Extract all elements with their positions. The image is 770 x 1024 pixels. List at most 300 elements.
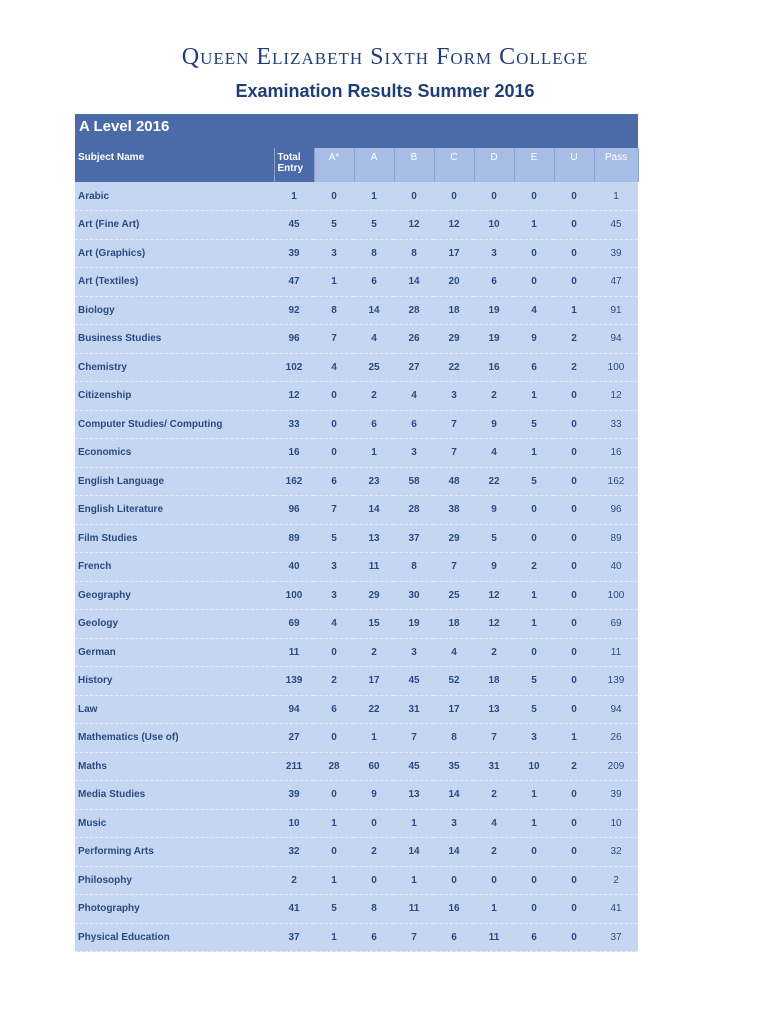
grade-count-cell: 0 [514, 182, 554, 211]
results-table [75, 114, 638, 952]
grade-count-cell: 22 [434, 353, 474, 382]
grade-count-cell: 0 [554, 496, 594, 525]
grade-count-cell: 211 [274, 752, 314, 781]
grade-count-cell: 37 [594, 923, 638, 952]
grade-count-cell: 69 [274, 610, 314, 639]
subject-name-cell: Business Studies [75, 325, 274, 354]
grade-count-cell: 45 [394, 752, 434, 781]
grade-count-cell: 10 [514, 752, 554, 781]
grade-count-cell: 1 [514, 439, 554, 468]
grade-count-cell: 96 [274, 325, 314, 354]
grade-count-cell: 1 [314, 268, 354, 297]
table-row [75, 182, 638, 211]
grade-count-cell: 58 [394, 467, 434, 496]
grade-count-cell: 17 [434, 695, 474, 724]
grade-count-cell: 7 [434, 553, 474, 582]
grade-count-cell: 2 [474, 838, 514, 867]
grade-count-cell: 2 [514, 553, 554, 582]
grade-count-cell: 0 [554, 239, 594, 268]
subject-name-cell: History [75, 667, 274, 696]
grade-count-cell: 6 [434, 923, 474, 952]
subject-name-cell: Arabic [75, 182, 274, 211]
grade-count-cell: 1 [354, 724, 394, 753]
grade-count-cell: 3 [514, 724, 554, 753]
grade-count-cell: 5 [514, 467, 554, 496]
grade-count-cell: 16 [274, 439, 314, 468]
grade-count-cell: 0 [434, 182, 474, 211]
grade-count-cell: 9 [474, 553, 514, 582]
grade-count-cell: 16 [474, 353, 514, 382]
table-row [75, 695, 638, 724]
grade-count-cell: 17 [354, 667, 394, 696]
grade-count-cell: 4 [354, 325, 394, 354]
grade-count-cell: 1 [314, 866, 354, 895]
grade-count-cell: 2 [354, 838, 394, 867]
grade-count-cell: 3 [434, 382, 474, 411]
grade-count-cell: 162 [274, 467, 314, 496]
section-title: A Level 2016 [75, 114, 638, 148]
grade-count-cell: 0 [474, 866, 514, 895]
table-row [75, 638, 638, 667]
grade-count-cell: 6 [394, 410, 434, 439]
grade-count-cell: 0 [434, 866, 474, 895]
grade-count-cell: 14 [434, 838, 474, 867]
grade-count-cell: 0 [554, 923, 594, 952]
grade-count-cell: 28 [394, 296, 434, 325]
grade-count-cell: 0 [554, 809, 594, 838]
subject-name-cell: Mathematics (Use of) [75, 724, 274, 753]
grade-count-cell: 13 [474, 695, 514, 724]
grade-count-cell: 29 [434, 325, 474, 354]
grade-count-cell: 29 [354, 581, 394, 610]
grade-count-cell: 7 [394, 724, 434, 753]
grade-count-cell: 37 [394, 524, 434, 553]
subject-name-cell: Law [75, 695, 274, 724]
grade-count-cell: 1 [554, 296, 594, 325]
grade-count-cell: 10 [594, 809, 638, 838]
grade-count-cell: 0 [514, 895, 554, 924]
grade-count-cell: 5 [314, 524, 354, 553]
subject-name-cell: English Literature [75, 496, 274, 525]
grade-count-cell: 5 [354, 211, 394, 240]
grade-count-cell: 20 [434, 268, 474, 297]
grade-count-cell: 22 [474, 467, 514, 496]
subject-name-cell: Art (Fine Art) [75, 211, 274, 240]
grade-count-cell: 0 [554, 182, 594, 211]
grade-count-cell: 12 [434, 211, 474, 240]
table-row [75, 496, 638, 525]
grade-count-cell: 52 [434, 667, 474, 696]
grade-count-cell: 94 [594, 695, 638, 724]
grade-count-cell: 16 [434, 895, 474, 924]
grade-count-cell: 12 [274, 382, 314, 411]
grade-count-cell: 41 [594, 895, 638, 924]
grade-count-cell: 69 [594, 610, 638, 639]
grade-count-cell: 1 [594, 182, 638, 211]
grade-count-cell: 15 [354, 610, 394, 639]
grade-count-cell: 0 [514, 496, 554, 525]
table-row [75, 667, 638, 696]
grade-count-cell: 6 [314, 467, 354, 496]
grade-count-cell: 19 [474, 325, 514, 354]
grade-count-cell: 4 [314, 610, 354, 639]
grade-count-cell: 0 [314, 382, 354, 411]
grade-count-cell: 5 [474, 524, 514, 553]
table-row [75, 923, 638, 952]
grade-count-cell: 19 [474, 296, 514, 325]
grade-count-cell: 5 [514, 410, 554, 439]
grade-count-cell: 3 [314, 553, 354, 582]
grade-count-cell: 96 [594, 496, 638, 525]
grade-count-cell: 0 [314, 410, 354, 439]
table-row [75, 524, 638, 553]
grade-count-cell: 2 [474, 781, 514, 810]
column-header-pass: Pass [594, 148, 638, 182]
grade-count-cell: 12 [474, 610, 514, 639]
grade-count-cell: 32 [594, 838, 638, 867]
grade-count-cell: 13 [394, 781, 434, 810]
grade-count-cell: 14 [354, 296, 394, 325]
grade-count-cell: 3 [314, 581, 354, 610]
grade-count-cell: 0 [514, 838, 554, 867]
grade-count-cell: 94 [274, 695, 314, 724]
grade-count-cell: 0 [554, 610, 594, 639]
table-row [75, 439, 638, 468]
grade-count-cell: 0 [554, 467, 594, 496]
grade-count-cell: 10 [474, 211, 514, 240]
grade-count-cell: 14 [394, 838, 434, 867]
subject-name-cell: Art (Textiles) [75, 268, 274, 297]
table-row [75, 353, 638, 382]
grade-count-cell: 0 [314, 781, 354, 810]
table-row [75, 866, 638, 895]
grade-count-cell: 0 [314, 838, 354, 867]
grade-count-cell: 6 [514, 923, 554, 952]
grade-count-cell: 33 [274, 410, 314, 439]
grade-count-cell: 22 [354, 695, 394, 724]
grade-count-cell: 0 [314, 638, 354, 667]
grade-count-cell: 8 [354, 239, 394, 268]
grade-count-cell: 0 [314, 724, 354, 753]
grade-count-cell: 4 [394, 382, 434, 411]
grade-count-cell: 89 [594, 524, 638, 553]
grade-count-cell: 91 [594, 296, 638, 325]
grade-count-cell: 31 [394, 695, 434, 724]
grade-count-cell: 4 [434, 638, 474, 667]
grade-count-cell: 3 [474, 239, 514, 268]
grade-count-cell: 37 [274, 923, 314, 952]
grade-count-cell: 0 [514, 524, 554, 553]
subject-name-cell: Music [75, 809, 274, 838]
column-header-e: E [514, 148, 554, 182]
grade-count-cell: 100 [594, 581, 638, 610]
grade-count-cell: 0 [554, 553, 594, 582]
grade-count-cell: 2 [594, 866, 638, 895]
grade-count-cell: 18 [474, 667, 514, 696]
subject-name-cell: Philosophy [75, 866, 274, 895]
table-row [75, 724, 638, 753]
grade-count-cell: 1 [514, 581, 554, 610]
grade-count-cell: 9 [474, 410, 514, 439]
subject-name-cell: Biology [75, 296, 274, 325]
grade-count-cell: 28 [394, 496, 434, 525]
grade-count-cell: 0 [554, 838, 594, 867]
grade-count-cell: 2 [274, 866, 314, 895]
grade-count-cell: 0 [554, 268, 594, 297]
grade-count-cell: 102 [274, 353, 314, 382]
grade-count-cell: 18 [434, 296, 474, 325]
column-header-u: U [554, 148, 594, 182]
grade-count-cell: 0 [514, 866, 554, 895]
grade-count-cell: 1 [314, 923, 354, 952]
grade-count-cell: 5 [514, 667, 554, 696]
grade-count-cell: 5 [314, 211, 354, 240]
table-row [75, 752, 638, 781]
grade-count-cell: 11 [474, 923, 514, 952]
grade-count-cell: 96 [274, 496, 314, 525]
column-header-b: B [394, 148, 434, 182]
subject-name-cell: French [75, 553, 274, 582]
grade-count-cell: 45 [274, 211, 314, 240]
grade-count-cell: 0 [514, 638, 554, 667]
grade-count-cell: 60 [354, 752, 394, 781]
grade-count-cell: 89 [274, 524, 314, 553]
grade-count-cell: 25 [354, 353, 394, 382]
grade-count-cell: 2 [554, 325, 594, 354]
grade-count-cell: 8 [394, 553, 434, 582]
grade-count-cell: 39 [274, 781, 314, 810]
grade-count-cell: 0 [474, 182, 514, 211]
grade-count-cell: 0 [554, 695, 594, 724]
grade-count-cell: 2 [554, 353, 594, 382]
grade-count-cell: 45 [394, 667, 434, 696]
grade-count-cell: 0 [554, 781, 594, 810]
grade-count-cell: 38 [434, 496, 474, 525]
grade-count-cell: 5 [314, 895, 354, 924]
grade-count-cell: 0 [354, 866, 394, 895]
subject-name-cell: German [75, 638, 274, 667]
grade-count-cell: 45 [594, 211, 638, 240]
subject-name-cell: Film Studies [75, 524, 274, 553]
grade-count-cell: 0 [554, 211, 594, 240]
grade-count-cell: 1 [394, 809, 434, 838]
grade-count-cell: 2 [354, 638, 394, 667]
table-row [75, 610, 638, 639]
grade-count-cell: 35 [434, 752, 474, 781]
grade-count-cell: 0 [314, 439, 354, 468]
grade-count-cell: 8 [434, 724, 474, 753]
grade-count-cell: 16 [594, 439, 638, 468]
grade-count-cell: 2 [474, 638, 514, 667]
grade-count-cell: 26 [594, 724, 638, 753]
grade-count-cell: 14 [434, 781, 474, 810]
grade-count-cell: 10 [274, 809, 314, 838]
grade-count-cell: 209 [594, 752, 638, 781]
subject-name-cell: Physical Education [75, 923, 274, 952]
subject-name-cell: Performing Arts [75, 838, 274, 867]
grade-count-cell: 2 [554, 752, 594, 781]
grade-count-cell: 27 [394, 353, 434, 382]
grade-count-cell: 1 [274, 182, 314, 211]
column-header-subject: Subject Name [75, 148, 274, 182]
table-row [75, 895, 638, 924]
grade-count-cell: 6 [474, 268, 514, 297]
grade-count-cell: 0 [314, 182, 354, 211]
table-row [75, 838, 638, 867]
grade-count-cell: 8 [314, 296, 354, 325]
grade-count-cell: 0 [554, 524, 594, 553]
table-header-row [75, 148, 638, 182]
grade-count-cell: 1 [354, 439, 394, 468]
grade-count-cell: 6 [354, 410, 394, 439]
grade-count-cell: 139 [594, 667, 638, 696]
grade-count-cell: 7 [474, 724, 514, 753]
grade-count-cell: 4 [514, 296, 554, 325]
subject-name-cell: English Language [75, 467, 274, 496]
document-title: Examination Results Summer 2016 [235, 81, 535, 101]
subject-name-cell: Media Studies [75, 781, 274, 810]
column-header-a-star: A* [314, 148, 354, 182]
grade-count-cell: 139 [274, 667, 314, 696]
grade-count-cell: 12 [474, 581, 514, 610]
grade-count-cell: 0 [554, 638, 594, 667]
grade-count-cell: 14 [394, 268, 434, 297]
grade-count-cell: 4 [474, 809, 514, 838]
subject-name-cell: Economics [75, 439, 274, 468]
table-row [75, 467, 638, 496]
table-row [75, 410, 638, 439]
grade-count-cell: 14 [354, 496, 394, 525]
table-row [75, 239, 638, 268]
table-row [75, 296, 638, 325]
grade-count-cell: 17 [434, 239, 474, 268]
grade-count-cell: 9 [474, 496, 514, 525]
grade-count-cell: 7 [434, 410, 474, 439]
grade-count-cell: 32 [274, 838, 314, 867]
column-header-total-entry: Total Entry [274, 148, 314, 182]
grade-count-cell: 2 [474, 382, 514, 411]
grade-count-cell: 29 [434, 524, 474, 553]
grade-count-cell: 13 [354, 524, 394, 553]
subject-name-cell: Art (Graphics) [75, 239, 274, 268]
grade-count-cell: 3 [394, 638, 434, 667]
grade-count-cell: 0 [554, 667, 594, 696]
grade-count-cell: 11 [354, 553, 394, 582]
grade-count-cell: 1 [554, 724, 594, 753]
grade-count-cell: 94 [594, 325, 638, 354]
grade-count-cell: 40 [594, 553, 638, 582]
grade-count-cell: 0 [554, 866, 594, 895]
grade-count-cell: 1 [394, 866, 434, 895]
grade-count-cell: 0 [554, 410, 594, 439]
grade-count-cell: 39 [594, 781, 638, 810]
grade-count-cell: 40 [274, 553, 314, 582]
grade-count-cell: 3 [394, 439, 434, 468]
grade-count-cell: 33 [594, 410, 638, 439]
table-row [75, 325, 638, 354]
grade-count-cell: 7 [434, 439, 474, 468]
grade-count-cell: 1 [514, 809, 554, 838]
grade-count-cell: 19 [394, 610, 434, 639]
grade-count-cell: 0 [354, 809, 394, 838]
grade-count-cell: 1 [514, 610, 554, 639]
grade-count-cell: 11 [274, 638, 314, 667]
grade-count-cell: 12 [394, 211, 434, 240]
grade-count-cell: 1 [514, 382, 554, 411]
grade-count-cell: 1 [474, 895, 514, 924]
grade-count-cell: 1 [314, 809, 354, 838]
grade-count-cell: 100 [594, 353, 638, 382]
grade-count-cell: 4 [474, 439, 514, 468]
grade-count-cell: 11 [394, 895, 434, 924]
school-name: Queen Elizabeth Sixth Form College [181, 44, 589, 70]
grade-count-cell: 8 [354, 895, 394, 924]
table-row [75, 211, 638, 240]
grade-count-cell: 0 [394, 182, 434, 211]
grade-count-cell: 9 [354, 781, 394, 810]
grade-count-cell: 41 [274, 895, 314, 924]
grade-count-cell: 1 [354, 182, 394, 211]
grade-count-cell: 47 [594, 268, 638, 297]
table-row [75, 268, 638, 297]
grade-count-cell: 48 [434, 467, 474, 496]
grade-count-cell: 7 [314, 496, 354, 525]
grade-count-cell: 3 [314, 239, 354, 268]
grade-count-cell: 2 [314, 667, 354, 696]
grade-count-cell: 3 [434, 809, 474, 838]
grade-count-cell: 2 [354, 382, 394, 411]
grade-count-cell: 0 [554, 895, 594, 924]
subject-name-cell: Citizenship [75, 382, 274, 411]
grade-count-cell: 7 [314, 325, 354, 354]
grades-table [75, 148, 639, 952]
subject-name-cell: Geology [75, 610, 274, 639]
grade-count-cell: 92 [274, 296, 314, 325]
grade-count-cell: 39 [594, 239, 638, 268]
grade-count-cell: 47 [274, 268, 314, 297]
table-row [75, 553, 638, 582]
column-header-c: C [434, 148, 474, 182]
grade-count-cell: 12 [594, 382, 638, 411]
grade-count-cell: 4 [314, 353, 354, 382]
subject-name-cell: Maths [75, 752, 274, 781]
grade-count-cell: 28 [314, 752, 354, 781]
grade-count-cell: 100 [274, 581, 314, 610]
table-row [75, 781, 638, 810]
grade-count-cell: 6 [354, 268, 394, 297]
column-header-d: D [474, 148, 514, 182]
subject-name-cell: Chemistry [75, 353, 274, 382]
grade-count-cell: 6 [314, 695, 354, 724]
grade-count-cell: 0 [554, 439, 594, 468]
grade-count-cell: 9 [514, 325, 554, 354]
table-row [75, 581, 638, 610]
grade-count-cell: 11 [594, 638, 638, 667]
grade-count-cell: 39 [274, 239, 314, 268]
grade-count-cell: 18 [434, 610, 474, 639]
grade-count-cell: 23 [354, 467, 394, 496]
grade-count-cell: 0 [554, 382, 594, 411]
grade-count-cell: 6 [514, 353, 554, 382]
grade-count-cell: 0 [514, 268, 554, 297]
subject-name-cell: Geography [75, 581, 274, 610]
grade-count-cell: 1 [514, 211, 554, 240]
table-row [75, 809, 638, 838]
column-header-a: A [354, 148, 394, 182]
table-row [75, 382, 638, 411]
grade-count-cell: 7 [394, 923, 434, 952]
grade-count-cell: 27 [274, 724, 314, 753]
